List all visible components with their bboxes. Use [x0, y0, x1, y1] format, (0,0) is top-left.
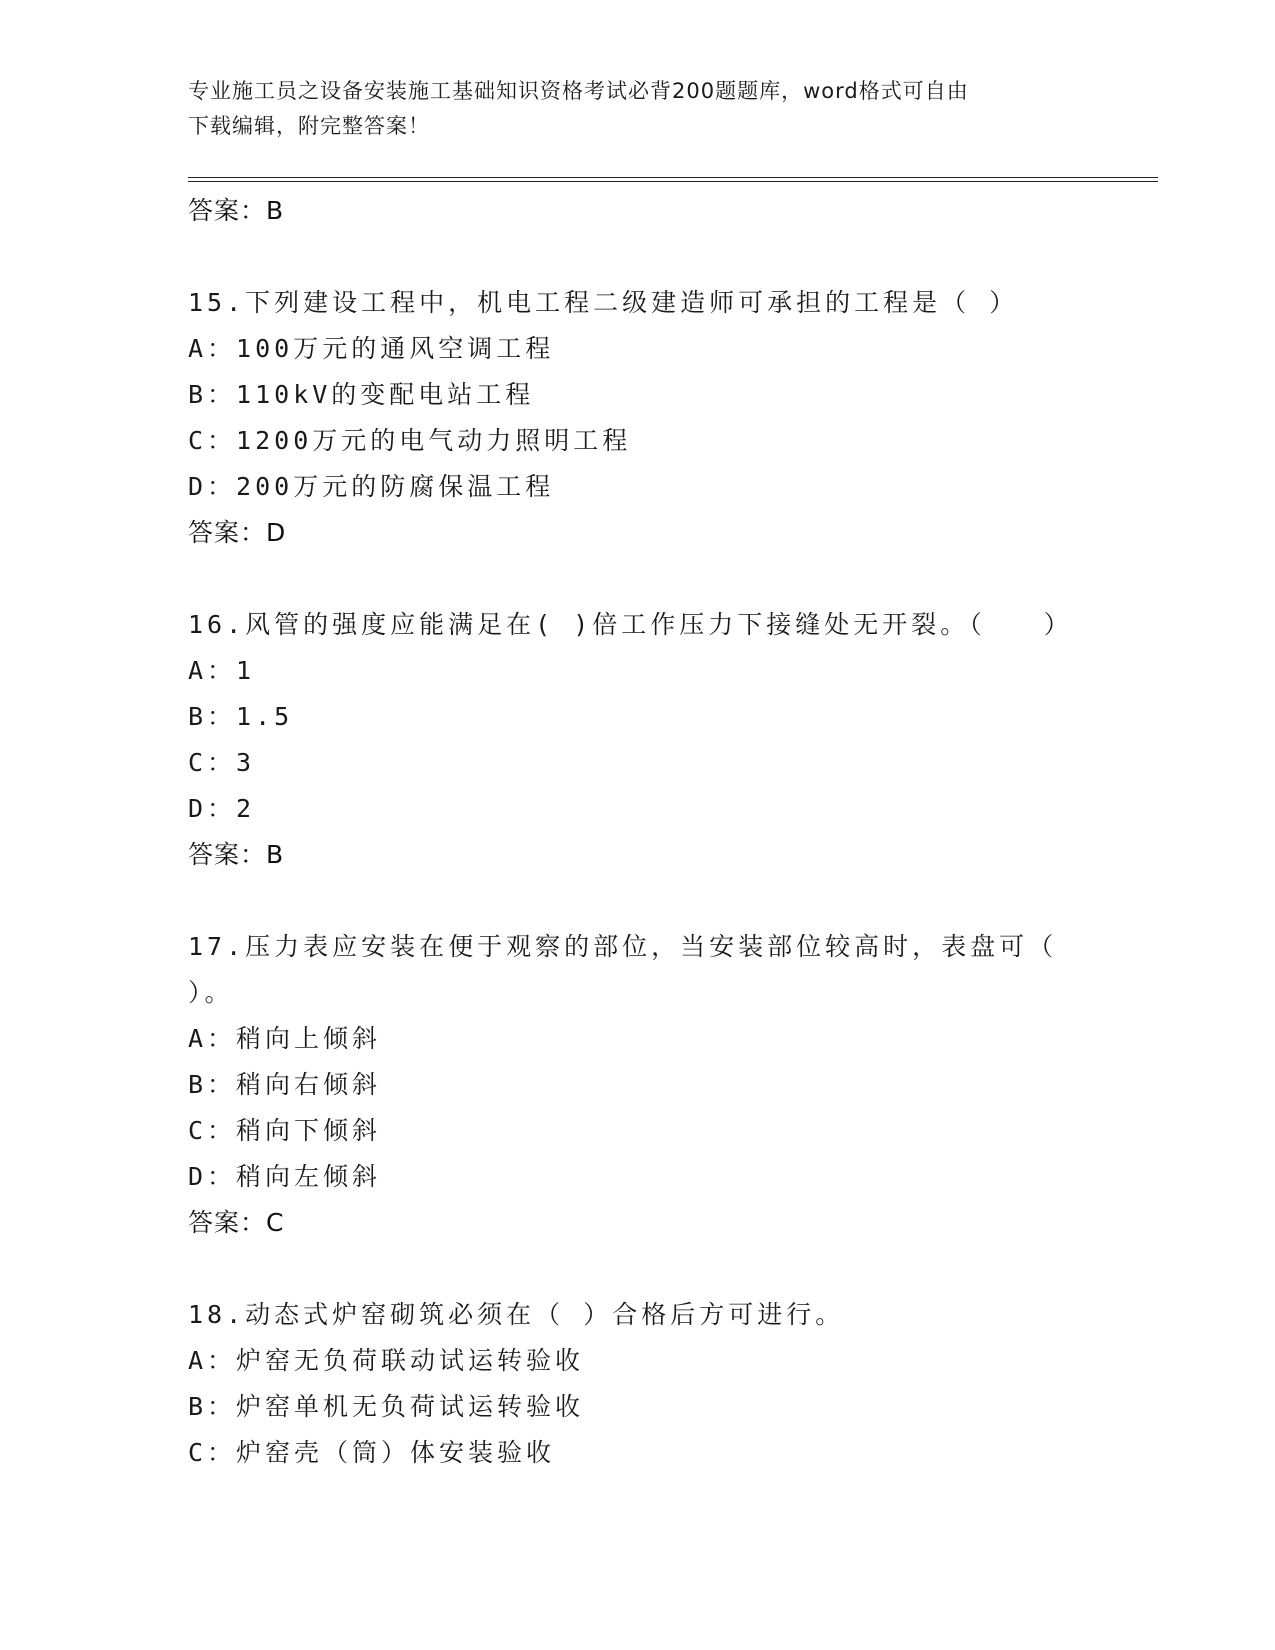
header-line-1: 专业施工员之设备安装施工基础知识资格考试必背200题题库，word格式可自由 — [188, 79, 969, 103]
question-15 — [188, 280, 1148, 556]
option-b: B：1.5 — [188, 702, 294, 731]
question-17 — [188, 924, 1148, 1246]
spacer — [188, 878, 1148, 924]
question-list — [188, 188, 1148, 1476]
header-divider — [188, 177, 1158, 182]
option-b: B：炉窑单机无负荷试运转验收 — [188, 1392, 585, 1421]
spacer — [188, 556, 1148, 602]
option-d: D：2 — [188, 794, 256, 823]
answer: 答案：D — [188, 518, 287, 547]
document-header — [188, 74, 1068, 144]
option-c: C：3 — [188, 748, 256, 777]
header-line-2: 下载编辑，附完整答案！ — [188, 114, 430, 138]
option-d: D：稍向左倾斜 — [188, 1162, 382, 1191]
option-c: C：1200万元的电气动力照明工程 — [188, 426, 632, 455]
question-18 — [188, 1292, 1148, 1476]
question-stem: 16.风管的强度应能满足在( )倍工作压力下接缝处无开裂。（ ） — [188, 610, 1073, 639]
question-stem-continuation: ）。 — [188, 978, 234, 1007]
option-d: D：200万元的防腐保温工程 — [188, 472, 555, 501]
answer: 答案：B — [188, 840, 285, 869]
previous-answer: 答案：B — [188, 196, 285, 225]
option-c: C：炉窑壳（筒）体安装验收 — [188, 1438, 556, 1467]
question-16 — [188, 602, 1148, 878]
question-stem: 15.下列建设工程中，机电工程二级建造师可承担的工程是（ ） — [188, 288, 1019, 317]
option-a: A：1 — [188, 656, 256, 685]
answer: 答案：C — [188, 1208, 285, 1237]
option-c: C：稍向下倾斜 — [188, 1116, 382, 1145]
option-a: A：炉窑无负荷联动试运转验收 — [188, 1346, 585, 1375]
question-stem: 18.动态式炉窑砌筑必须在（ ）合格后方可进行。 — [188, 1300, 845, 1329]
spacer — [188, 1246, 1148, 1292]
option-a: A：100万元的通风空调工程 — [188, 334, 555, 363]
spacer — [188, 234, 1148, 280]
question-stem: 17.压力表应安装在便于观察的部位，当安装部位较高时，表盘可（ — [188, 932, 1058, 961]
option-a: A：稍向上倾斜 — [188, 1024, 382, 1053]
option-b: B：稍向右倾斜 — [188, 1070, 382, 1099]
option-b: B：110kV的变配电站工程 — [188, 380, 535, 409]
